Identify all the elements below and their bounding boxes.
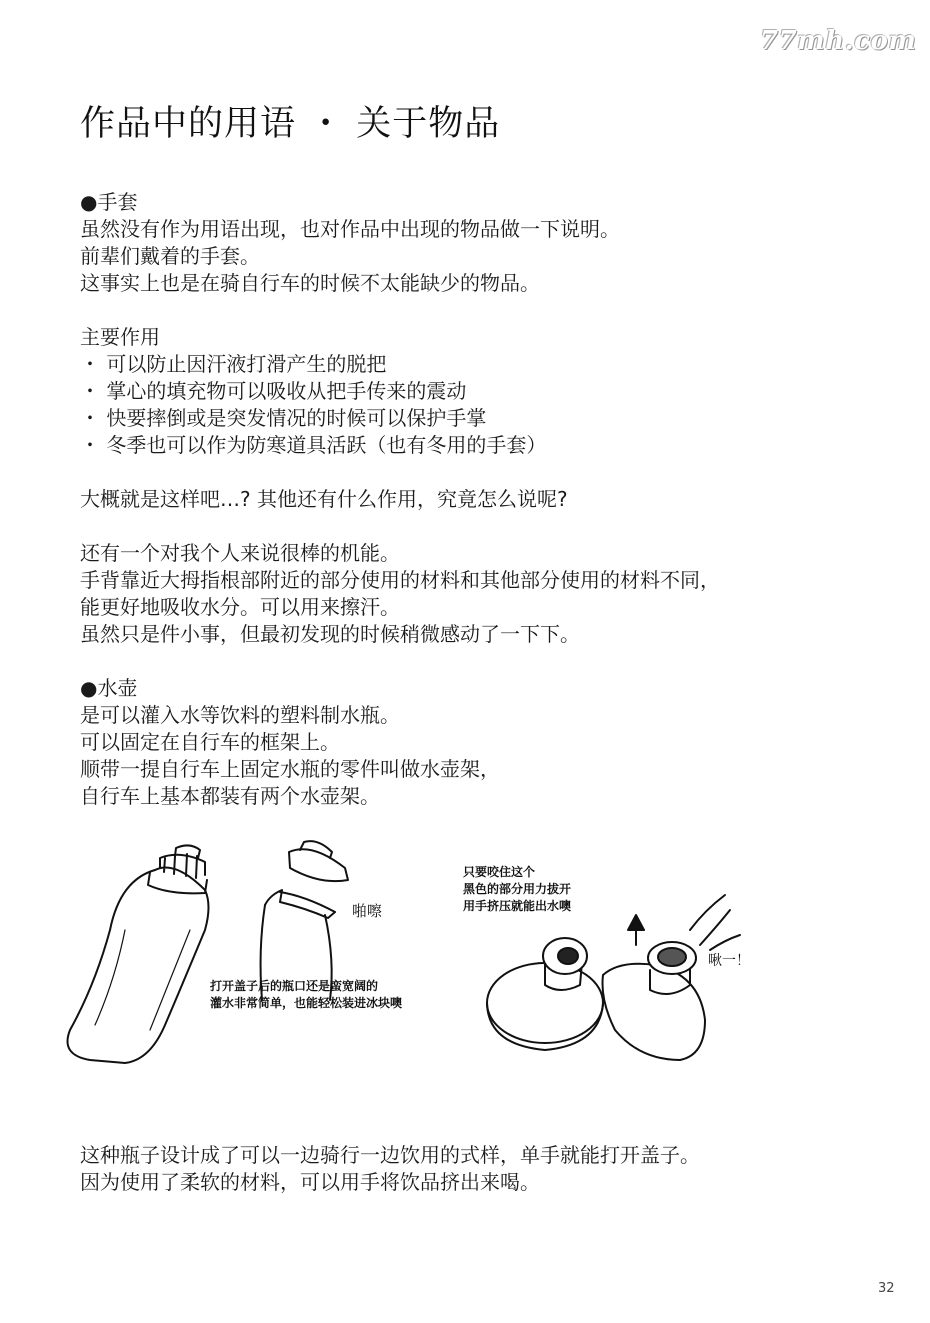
gloves-use-item: ・ 冬季也可以作为防寒道具活跃（也有冬用的手套） xyxy=(80,433,547,457)
caption-cap-line: 用手挤压就能出水噢 xyxy=(463,899,572,913)
bottle-closing xyxy=(80,1142,700,1196)
watermark: 77mh.com xyxy=(760,26,917,56)
sfx-open: 啪嚓 xyxy=(352,902,383,920)
caption-open xyxy=(210,978,402,1012)
caption-cap-line: 只要咬住这个 xyxy=(463,865,536,879)
caption-cap-line: 黑色的部分用力拔开 xyxy=(463,882,572,896)
bottle-line: 自行车上基本都装有两个水壶架。 xyxy=(80,784,380,808)
caption-cap xyxy=(463,864,571,915)
bottle-line: 顺带一提自行车上固定水瓶的零件叫做水壶架， xyxy=(80,757,500,781)
bottle-heading: ● 水壶 xyxy=(80,675,720,702)
page-number: 32 xyxy=(878,1281,895,1296)
sfx-squirt: 啾一！ xyxy=(708,953,750,969)
bottle-closing-line: 因为使用了柔软的材料，可以用手将饮品挤出来喝。 xyxy=(80,1170,540,1194)
gloves-intro-line: 前辈们戴着的手套。 xyxy=(80,244,260,268)
gloves-intro-line: 虽然没有作为用语出现，也对作品中出现的物品做一下说明。 xyxy=(80,217,620,241)
cap-right-drawing xyxy=(603,895,741,1060)
bottle-line: 是可以灌入水等饮料的塑料制水瓶。 xyxy=(80,703,400,727)
gloves-uses-heading: 主要作用 xyxy=(80,325,160,349)
caption-open-line: 打开盖子后的瓶口还是蛮宽阔的 xyxy=(210,979,379,993)
full-bottle-drawing xyxy=(68,845,209,1063)
cap-left-drawing xyxy=(487,938,603,1050)
gloves-use-item: ・ 可以防止因汗液打滑产生的脱把 xyxy=(80,352,387,376)
page-title: 作品中的用语 ・ 关于物品 xyxy=(80,104,501,144)
gloves-use-item: ・ 掌心的填充物可以吸收从把手传来的震动 xyxy=(80,379,467,403)
gloves-intro-line: 这事实上也是在骑自行车的时候不太能缺少的物品。 xyxy=(80,271,540,295)
gloves-extra-line: 虽然只是件小事，但最初发现的时候稍微感动了一下下。 xyxy=(80,622,580,646)
gloves-extra-line: 能更好地吸收水分。可以用来擦汗。 xyxy=(80,595,400,619)
gloves-summary: 大概就是这样吧…? 其他还有什么作用，究竟怎么说呢? xyxy=(80,487,568,511)
opened-bottle-drawing xyxy=(261,841,348,1000)
gloves-use-item: ・ 快要摔倒或是突发情况的时候可以保护手掌 xyxy=(80,406,487,430)
gloves-extra-line: 还有一个对我个人来说很棒的机能。 xyxy=(80,541,400,565)
gloves-extra-line: 手背靠近大拇指根部附近的部分使用的材料和其他部分使用的材料不同， xyxy=(80,568,720,592)
caption-open-line: 灌水非常简单，也能轻松装进冰块噢 xyxy=(210,996,403,1010)
gloves-heading: ● 手套 xyxy=(80,189,720,216)
bottle-closing-line: 这种瓶子设计成了可以一边骑行一边饮用的式样，单手就能打开盖子。 xyxy=(80,1143,700,1167)
bottle-line: 可以固定在自行车的框架上。 xyxy=(80,730,340,754)
